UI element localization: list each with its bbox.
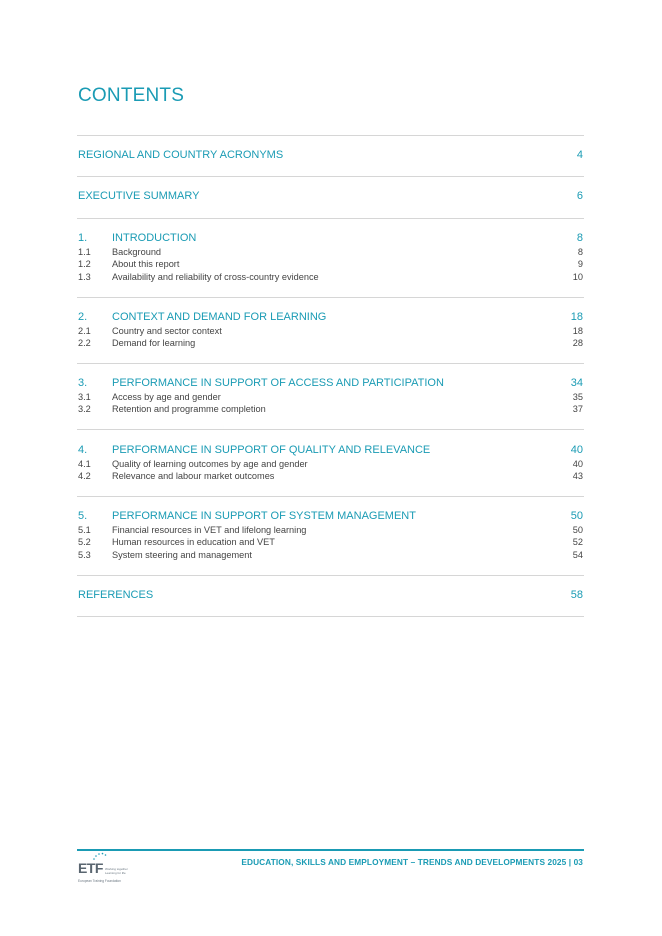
section-page: 40 — [572, 459, 583, 469]
section-label: Retention and programme completion — [112, 404, 266, 414]
section-number: 5.3 — [78, 550, 91, 560]
divider — [77, 363, 584, 364]
divider — [77, 176, 584, 177]
chapter-page: 34 — [570, 377, 583, 389]
section-label: Background — [112, 247, 162, 257]
section-number: 2.2 — [78, 338, 91, 348]
divider — [77, 429, 584, 430]
section-number: 1.2 — [78, 259, 91, 269]
etf-logo — [78, 852, 140, 886]
divider — [77, 218, 584, 219]
section-label: Human resources in education and VET — [112, 537, 275, 547]
chapter-label: INTRODUCTION — [112, 232, 197, 244]
section-number: 5.1 — [78, 525, 91, 535]
section-number: 2.1 — [78, 326, 91, 336]
chapter-page: 8 — [576, 232, 583, 244]
divider — [77, 297, 584, 298]
section-label: Access by age and gender — [112, 392, 221, 402]
section-page: 35 — [572, 392, 583, 402]
section-number: 3.2 — [78, 404, 91, 414]
section-number: 4.2 — [78, 471, 91, 481]
chapter-number: 2. — [78, 311, 88, 323]
divider — [77, 135, 584, 136]
section-number: 1.3 — [78, 272, 91, 282]
section-label: Availability and reliability of cross-country evidence — [112, 272, 319, 282]
section-page: 52 — [572, 537, 583, 547]
divider — [77, 616, 584, 617]
chapter-number: 5. — [78, 510, 88, 522]
toc-entry-page: 58 — [570, 589, 583, 601]
section-page: 8 — [577, 247, 583, 257]
chapter-label: PERFORMANCE IN SUPPORT OF SYSTEM MANAGEMENT — [112, 510, 416, 522]
chapter-number: 3. — [78, 377, 88, 389]
section-label: System steering and management — [112, 550, 252, 560]
toc-entry-page: 4 — [576, 149, 583, 161]
toc-entry-page: 6 — [576, 190, 583, 202]
divider — [77, 496, 584, 497]
section-label: About this report — [112, 259, 180, 269]
toc-entry-label: REFERENCES — [78, 589, 154, 601]
section-page: 37 — [572, 404, 583, 414]
chapter-label: PERFORMANCE IN SUPPORT OF ACCESS AND PARTICIPATION — [112, 377, 444, 389]
toc-entry-label: EXECUTIVE SUMMARY — [78, 190, 200, 202]
section-label: Quality of learning outcomes by age and gender — [112, 459, 308, 469]
section-label: Demand for learning — [112, 338, 196, 348]
logo-organisation: European Training Foundation — [78, 879, 121, 883]
logo-letters: ETF — [78, 860, 103, 876]
chapter-label: PERFORMANCE IN SUPPORT OF QUALITY AND RELEVANCE — [112, 444, 431, 456]
section-label: Financial resources in VET and lifelong learning — [112, 525, 307, 535]
section-page: 9 — [577, 259, 583, 269]
divider — [77, 575, 584, 576]
section-label: Country and sector context — [112, 326, 222, 336]
section-page: 18 — [572, 326, 583, 336]
section-page: 54 — [572, 550, 583, 560]
section-page: 10 — [572, 272, 583, 282]
section-number: 3.1 — [78, 392, 91, 402]
chapter-label: CONTEXT AND DEMAND FOR LEARNING — [112, 311, 327, 323]
section-page: 50 — [572, 525, 583, 535]
section-page: 28 — [572, 338, 583, 348]
chapter-number: 4. — [78, 444, 88, 456]
section-page: 43 — [572, 471, 583, 481]
chapter-page: 50 — [570, 510, 583, 522]
page-title: CONTENTS — [78, 85, 185, 106]
footer-title: EDUCATION, SKILLS AND EMPLOYMENT – TRENDS AND DEVELOPMENTS 2025 | 03 — [241, 857, 583, 867]
chapter-number: 1. — [78, 232, 88, 244]
section-label: Relevance and labour market outcomes — [112, 471, 275, 481]
toc-entry-label: REGIONAL AND COUNTRY ACRONYMS — [78, 149, 284, 161]
chapter-page: 40 — [570, 444, 583, 456]
section-number: 1.1 — [78, 247, 91, 257]
section-number: 5.2 — [78, 537, 91, 547]
chapter-page: 18 — [570, 311, 583, 323]
logo-tagline: Learning for life — [105, 871, 126, 875]
footer-rule — [77, 849, 584, 851]
logo-tagline: Working together — [105, 867, 128, 871]
section-number: 4.1 — [78, 459, 91, 469]
